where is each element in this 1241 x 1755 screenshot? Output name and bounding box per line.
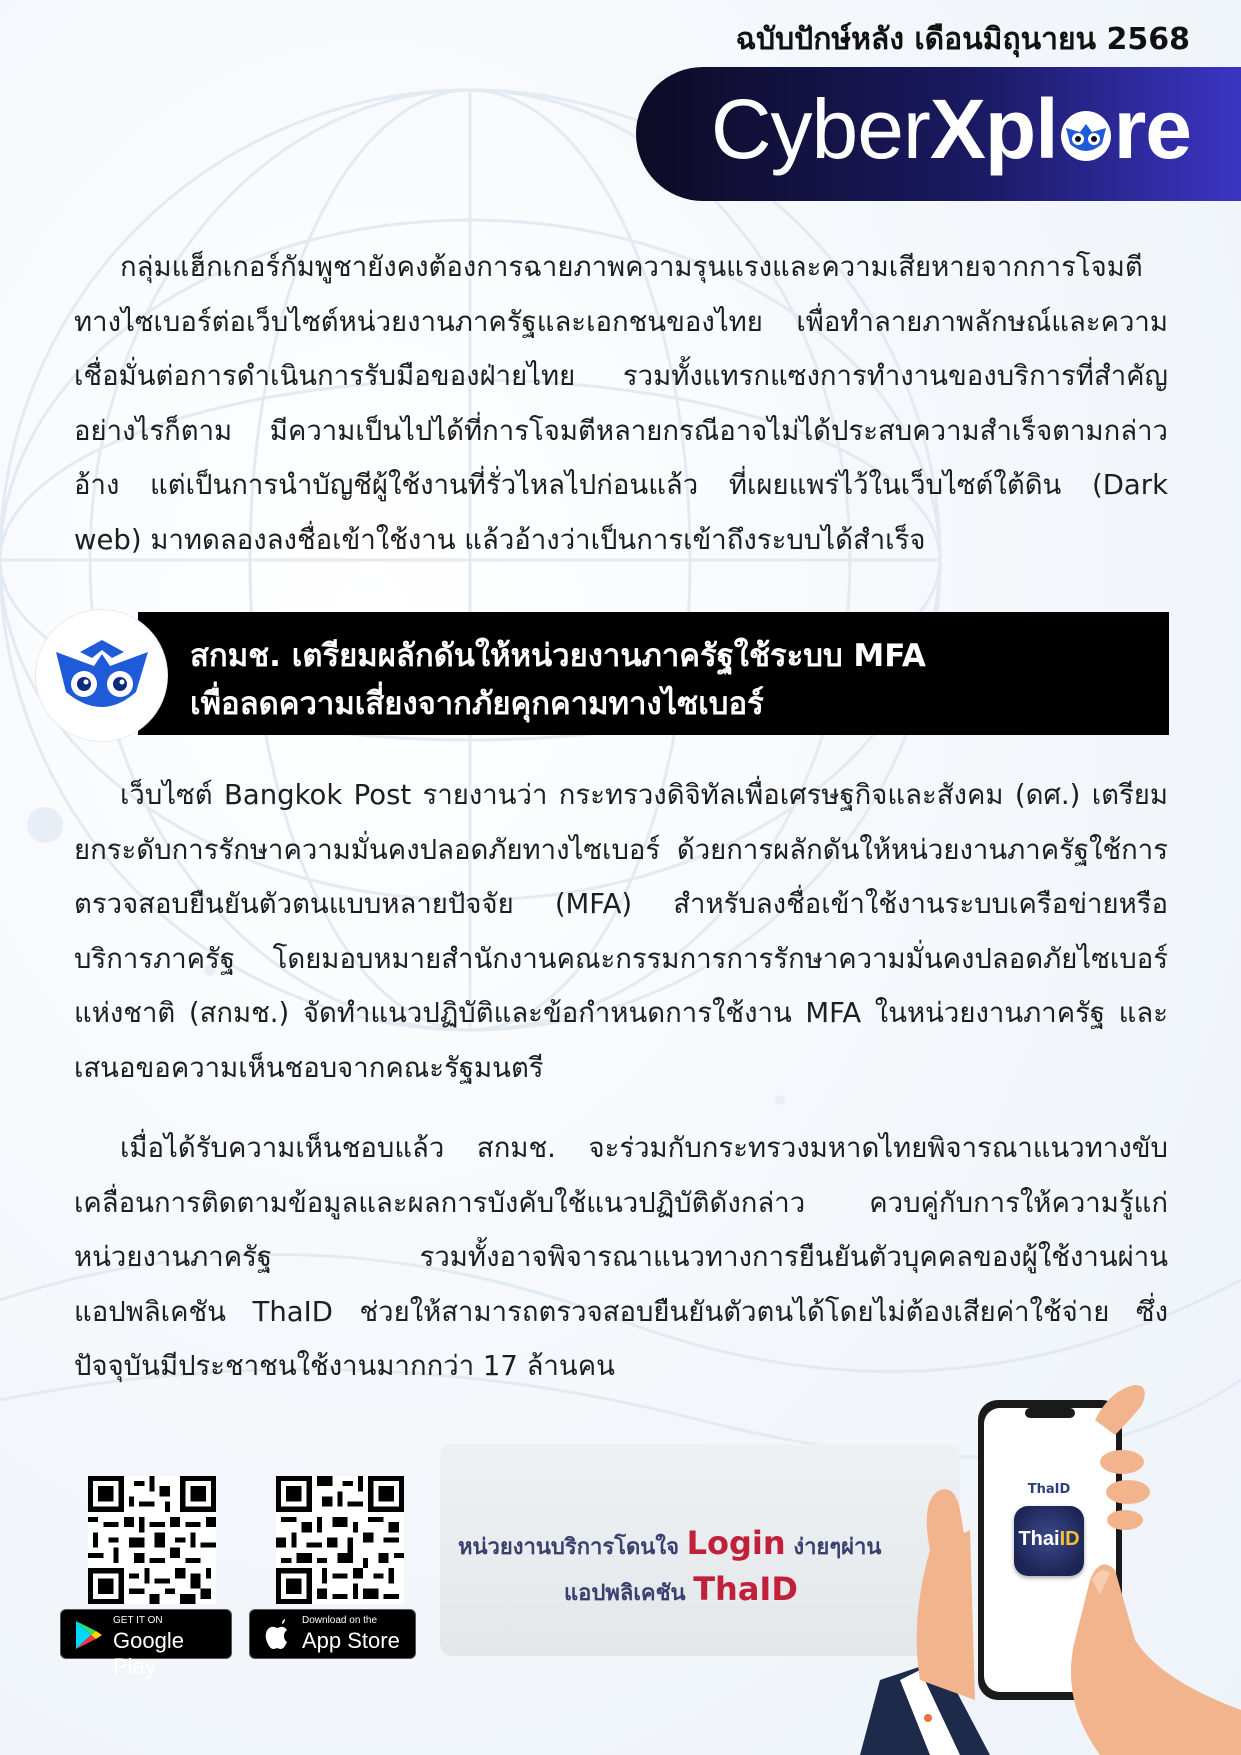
brand-text-bold-a: Xpl	[929, 82, 1058, 176]
thaid-logo-thai: Thai	[1018, 1528, 1060, 1550]
banner-line-1-post: ง่ายๆผ่าน	[785, 1535, 882, 1560]
thaid-app-caption: ThaID	[1027, 1482, 1071, 1497]
banner-login-highlight: Login	[686, 1524, 786, 1562]
headline-line-2: เพื่อลดความเสี่ยงจากภัยคุกคามทางไซเบอร์	[190, 686, 764, 722]
banner-thaid-highlight: ThaID	[693, 1570, 798, 1608]
thaid-logo-id: ID	[1059, 1528, 1080, 1550]
apple-icon	[260, 1618, 294, 1652]
body-paragraph-1: เว็บไซต์ Bangkok Post รายงานว่า กระทรวงดิจิทัลเพื่อเศรษฐกิจและสังคม (ดศ.) เตรียมยกระดับการรักษาความมั่นคงปลอดภัยทางไซเบอร์ ด้วยการผลักดันให้หน่วยงานภาครัฐใช้การตรวจสอบยืนยันตัวตนแบบหลายปัจจัย (MFA) สำหรับลงชื่อเข้าใช้งานระบบเครือข่ายหรือบริการภาครัฐ โดยมอบหมายสำนักงานคณะกรรมการการรักษาความมั่นคงปลอดภัยไซเบอร์แห่งชาติ (สกมช.) จัดทำแนวปฏิบัติและข้อกำหนดการใช้งาน MFA ในหน่วยงานภาครัฐ และเสนอขอความเห็นชอบจากคณะรัฐมนตรี	[74, 779, 1168, 1084]
google-play-big-text: Google Play	[113, 1628, 184, 1679]
banner-line-1	[458, 1524, 881, 1564]
thaid-logo	[1014, 1528, 1084, 1551]
thaid-app-icon[interactable]	[1014, 1506, 1084, 1576]
intro-paragraph: กลุ่มแฮ็กเกอร์กัมพูชายังคงต้องการฉายภาพความรุนแรงและความเสียหายจากการโจมตีทางไซเบอร์ต่อเว็บไซต์หน่วยงานภาครัฐและเอกชนของไทย เพื่อทำลายภาพลักษณ์และความเชื่อมั่นต่อการดำเนินการรับมือของฝ่ายไทย รวมทั้งแทรกแซงการทำงานของบริการที่สำคัญ อย่างไรก็ตาม มีความเป็นไปได้ที่การโจมตีหลายกรณีอาจไม่ได้ประสบความสำเร็จตามกล่าวอ้าง แต่เป็นการนำบัญชีผู้ใช้งานที่รั่วไหลไปก่อนแล้ว ที่เผยแพร่ไว้ในเว็บไซต์ใต้ดิน (Dark web) มาทดลองลงชื่อเข้าใช้งาน แล้วอ้างว่าเป็นการเข้าถึงระบบได้สำเร็จ	[74, 251, 1168, 556]
owl-badge	[36, 610, 167, 741]
app-store-small-text: Download on the	[302, 1615, 378, 1626]
google-play-badge[interactable]	[60, 1609, 232, 1679]
owl-mascot-icon	[36, 610, 167, 741]
owl-logo-icon	[1060, 110, 1112, 162]
app-store-big-text: App Store	[302, 1628, 400, 1653]
google-play-small-text: GET IT ON	[113, 1615, 163, 1626]
app-store-badge[interactable]	[249, 1609, 416, 1659]
headline-line-1: สกมช. เตรียมผลักดันให้หน่วยงานภาครัฐใช้ระบบ MFA	[190, 638, 926, 674]
brand-text-bold-b: re	[1113, 82, 1191, 176]
google-play-icon	[71, 1618, 105, 1652]
brand-banner	[636, 67, 1241, 201]
banner-line-1-pre: หน่วยงานบริการโดนใจ	[458, 1535, 687, 1560]
qr-code-app-store[interactable]	[276, 1476, 404, 1604]
banner-line-2-pre: แอปพลิเคชัน	[564, 1581, 694, 1606]
brand-text-thin: Cyber	[710, 82, 930, 176]
qr-code-google-play[interactable]	[88, 1476, 216, 1604]
cyberxplore-logo	[711, 81, 1191, 178]
banner-line-2	[564, 1570, 798, 1610]
edition-label: ฉบับปักษ์หลัง เดือนมิถุนายน 2568	[735, 22, 1190, 57]
headline-banner	[138, 612, 1169, 735]
body-paragraph-2: เมื่อได้รับความเห็นชอบแล้ว สกมช. จะร่วมกับกระทรวงมหาดไทยพิจารณาแนวทางขับเคลื่อนการติดตามข้อมูลและผลการบังคับใช้แนวปฏิบัติดังกล่าว ควบคู่กับการให้ความรู้แก่หน่วยงานภาครัฐ รวมทั้งอาจพิจารณาแนวทางการยืนยันตัวบุคคลของผู้ใช้งานผ่านแอปพลิเคชัน ThaID ช่วยให้สามารถตรวจสอบยืนยันตัวตนได้โดยไม่ต้องเสียค่าใช้จ่าย ซึ่งปัจจุบันมีประชาชนใช้งานมากกว่า 17 ล้านคน	[74, 1132, 1168, 1382]
